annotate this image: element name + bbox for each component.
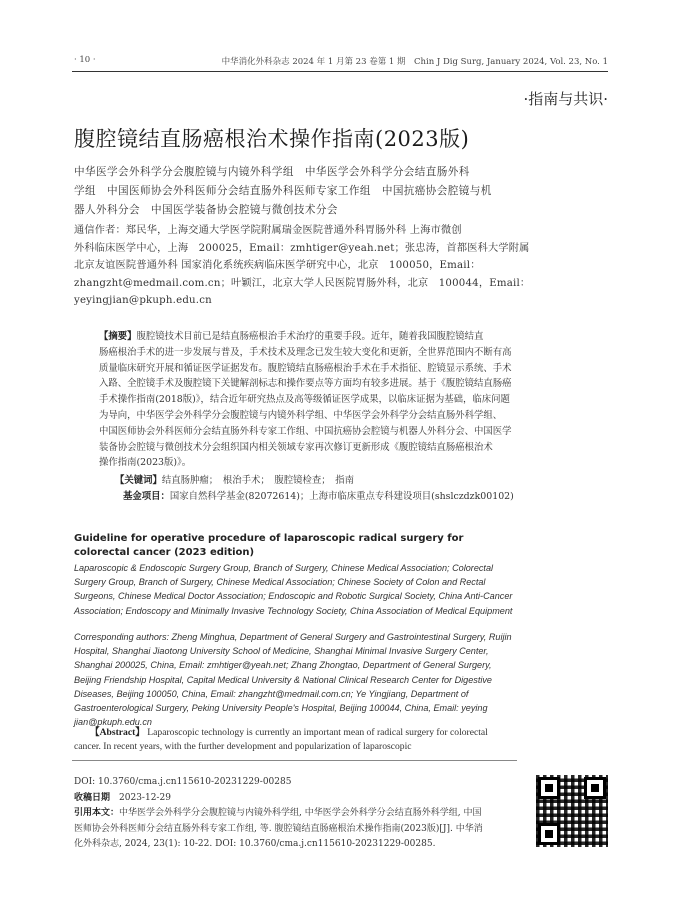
section-tag: ·指南与共识· [523,90,608,108]
cite-line: 医师协会外科医师分会结直肠外科专家工作组, 等. 腹腔镜结直肠癌根治术操作指南(2023版)[J]. 中华消 [74,823,483,834]
abstract-line: 入路、全腔镜手术及腹腔镜下关键解剖标志和操作要点等方面均有较多进展。基于《腹腔镜结直肠癌 [99,378,512,390]
english-corresponding: Corresponding authors: Zheng Minghua, Department of General Surgery and Gastrointestinal Surgery, Ruijin Hospital, Shanghai Jiaotong University School of Medicine, Shanghai Minimal Invasive Surgery Center, Shanghai 200025, China, Email: zmhtiger@yeah.net; Zhang Zhongtao, Department of General Surgery, Beijing Friendship Hospital, Capital Medical University & National Clinical Research Center for Digestive Diseases, Beijing 100050, China, Email: zhangzht@medmail.com.cn; Ye Yingjiang, Department of Gastroenterological Surgery, Peking University People's Hospital, Beijing 100044, China, Email: yeying jian@pkuph.edu.cn [74,632,512,728]
corresponding-line: 北京友谊医院普通外科 国家消化系统疾病临床医学研究中心，北京 100050，Email： [74,260,481,271]
corresponding-line: zhangzht@medmail.com.cn；叶颖江，北京大学人民医院胃肠外科，北京 100044，Email： [74,277,531,289]
doi: DOI: 10.3760/cma.j.cn115610-20231229-00285 [74,777,292,787]
author-groups [74,163,614,220]
corresponding-line: 通信作者：郑民华，上海交通大学医学院附属瑞金医院普通外科胃肠外科 上海市微创 [74,225,462,236]
english-affiliations: Laparoscopic & Endoscopic Surgery Group, Branch of Surgery, Chinese Medical Association; Colorectal Surgery Group, Branch of Surgery, Chinese Medical Association; Chinese Society of Colon and Rectal Surgeons, Chinese Medical Doctor Association; Endoscopic and Robotic Surgical Society, China Anti-Cancer Association; Endoscopy and Minimally Invasive Technology Society, China Association of Medical Equipment [74,563,513,616]
corresponding-authors [74,222,614,310]
abstract-line: 腹腔镜技术目前已是结直肠癌根治手术治疗的重要手段。近年，随着我国腹腔镜结直 [136,331,484,342]
received-label: 收稿日期 [74,792,111,803]
keywords-text: 结直肠肿瘤； 根治手术； 腹腔镜检查； 指南 [161,475,355,486]
cite-line: 中华医学会外科学分会腹腔镜与内镜外科学组, 中华医学会外科学分会结直肠外科学组, 中国 [119,808,482,818]
author-line: 器人外科分会 中国医学装备协会腔镜与微创技术分会 [74,204,338,216]
page-title: 腹腔镜结直肠癌根治术操作指南(2023版) [74,127,470,151]
footnote [74,775,524,853]
qr-code [536,775,608,847]
cite-line: 化外科杂志, 2024, 23(1): 10-22. DOI: 10.3760/cma.j.cn115610-20231229-00285. [74,839,436,849]
abstract-line: 质量临床研究开展和循证医学证据发布。腹腔镜结直肠癌根治手术在手术指征、腔镜显示系统、手术 [99,362,512,374]
abstract-line: 装备协会腔镜与微创技术分会组织国内相关领域专家再次修订更新形成《腹腔镜结直肠癌根治术 [99,441,493,453]
author-line: 学组 中国医师协会外科医师分会结直肠外科医师专家工作组 中国抗癌协会腔镜与机 [74,185,492,197]
english-abstract [74,726,514,754]
english-title: Guideline for operative procedure of laparoscopic radical surgery for colorectal cancer (2023 edition) [74,533,464,558]
abstract-label: 【摘要】 [99,331,137,342]
abstract-line: 中国医师协会外科医师分会结直肠外科专家工作组、中国抗癌协会腔镜与机器人外科分会、中国医学 [99,425,512,437]
funding-label: 基金项目： [123,491,170,502]
author-line: 中华医学会外科学分会腹腔镜与内镜外科学组 中华医学会外科学分会结直肠外科 [74,166,470,178]
page-number: · 10 · [74,55,96,65]
funding-text: 国家自然科学基金(82072614)；上海市临床重点专科建设项目(shslczdzk00102) [169,491,514,502]
journal-header: 中华消化外科杂志 2024 年 1 月第 23 卷第 1 期 Chin J Dig Surg, January 2024, Vol. 23, No. 1 [221,57,608,67]
english-abstract-label: 【Abstract】 [90,727,145,738]
abstract-line: 手术操作指南(2018版)》，结合近年研究热点及高等级循证医学成果，以临床证据为基础，临床问题 [99,394,510,406]
abstract-line: 为导向，中华医学会外科学分会腹腔镜与内镜外科学组、中华医学会外科学分会结直肠外科学组、 [99,409,503,421]
corresponding-line: 外科临床医学中心，上海 200025，Email：zmhtiger@yeah.net；张忠涛，首都医科大学附属 [74,242,530,254]
header-rule [72,71,608,72]
abstract-line: 操作指南(2023版)》。 [99,457,192,469]
cite-label: 引用本文： [74,808,120,818]
abstract-cn [99,329,589,471]
abstract-line: 肠癌根治手术的进一步发展与普及，手术技术及理念已发生较大变化和更新，全世界范围内不断有高 [99,346,512,358]
footnote-rule [72,760,517,761]
keywords-label: 【关键词】 [115,475,162,486]
funding [123,489,514,505]
keywords [115,473,354,489]
english-abstract-text: Laparoscopic technology is currently an important mean of radical surgery for colorectal cancer. In recent years, with the further development and popularization of laparoscopic [74,727,488,752]
received-date: 2023-12-29 [119,792,171,803]
corresponding-line: yeyingjian@pkuph.edu.cn [74,295,212,306]
